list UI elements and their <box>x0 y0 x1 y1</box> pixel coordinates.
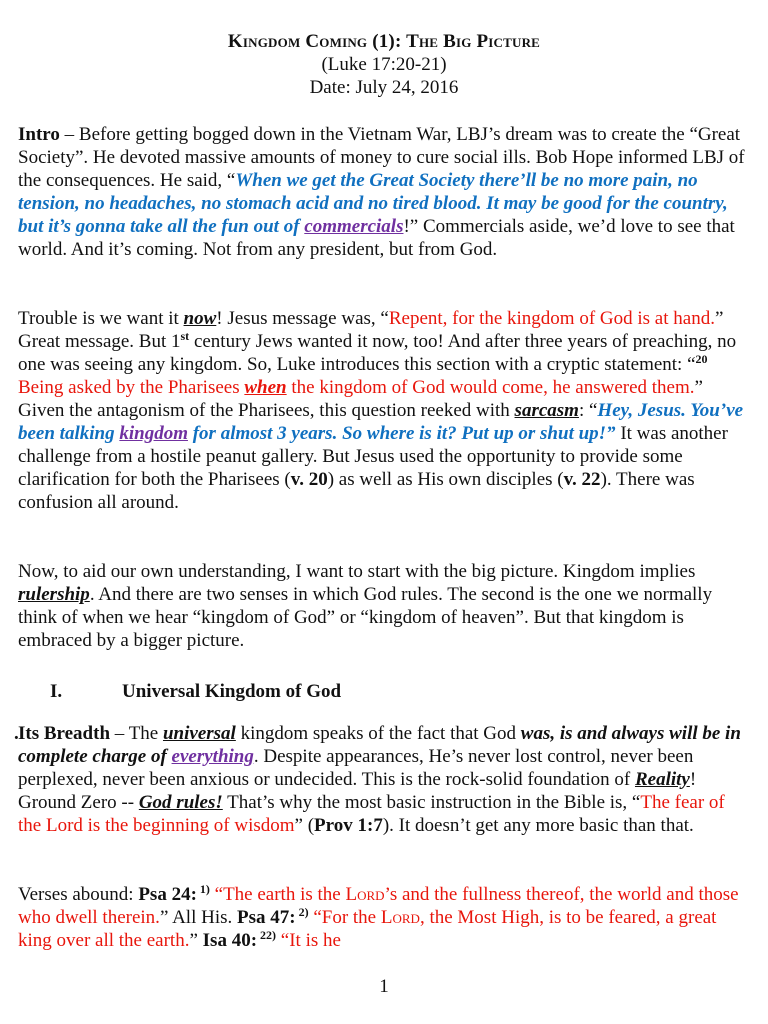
repent-quote: Repent, for the kingdom of God is at hand. <box>388 308 715 329</box>
breadth-paragraph: . Its Breadth – The universal kingdom speaks of the fact that God was, is and always will be in complete charge of everything. Despite appearances, He’s never lost control, never been perplexed, never been anxious or undecided. This is the rock-solid foundation of Reality! Ground Zero -- God rules! That’s why the most basic instruction in the Bible is, “The fear of the Lord is the beginning of wisdom” (Prov 1:7). It doesn’t get any more basic than that. <box>14 723 741 836</box>
emphasis-now: now <box>183 308 217 329</box>
kingdom-link[interactable]: kingdom <box>119 423 188 444</box>
intro-label: Intro <box>18 124 60 145</box>
section-number: I. <box>50 681 63 702</box>
sermon-date: Date: July 24, 2016 <box>309 77 459 98</box>
sermon-header <box>0 30 768 99</box>
breadth-label: Its Breadth <box>18 723 111 744</box>
section-heading <box>50 680 341 703</box>
pharisees-quote: Hey, Jesus. You’ve been talking <box>18 400 744 444</box>
proverbs-quote: The fear of the Lord is the beginning of wisdom <box>18 792 725 836</box>
verses-paragraph: Verses abound: Psa 24: $^{1)}$ “The earth is the Lord’s and the fullness thereof, the world and those who dwell therein.” All His. Psa 47: $^{2)}$ “For the Lord, the Most High, is to be feared, a great king over all the earth.” Isa 40: $^{22)}$ “It is he <box>18 882 739 951</box>
section-title: Universal Kingdom of God <box>122 681 342 702</box>
list-bullet: . <box>14 723 19 744</box>
emphasis-when: when <box>244 377 287 398</box>
bob-hope-quote: When we get the Great Society there’ll be no more pain, no tension, no headaches, no stomach acid and no tired blood. It may be good for the country, but it’s gonna take all the fun out of <box>18 170 728 237</box>
page-number: 1 <box>379 976 389 997</box>
intro-paragraph: Intro – Before getting bogged down in the Vietnam War, LBJ’s dream was to create the “Great Society”. He devoted massive amounts of money to cure social ills. Bob Hope informed LBJ of the consequences. He said, “When we get the Great Society there’ll be no more pain, no tension, no headaches, no stomach acid and no tired blood. It may be good for the country, but it’s gonna take all the fun out of commercials!” Commercials aside, we’d love to see that world. And it’s coming. Not from any president, but from God. <box>18 124 745 260</box>
sermon-title: Kingdom Coming (1): The Big Picture <box>227 31 541 52</box>
verse-number: 20 <box>695 352 708 366</box>
trouble-paragraph: Trouble is we want it now! Jesus message was, “Repent, for the kingdom of God is at hand.” Great message. But 1st century Jews wanted it now, too! And after three years of preaching, no one was seeing any kingdom. So, Luke introduces this section with a cryptic statement: “$^{20}$ Being asked by the Pharisees when the kingdom of God would come, he answered them.” Given the antagonism of the Pharisees, this question reeked with sarcasm: “Hey, Jesus. You’ve been talking kingdom for almost 3 years. So where is it? Put up or shut up!” It was another challenge from a hostile peanut gallery. But Jesus used the opportunity to provide some clarification for both the Pharisees (v. 20) as well as His own disciples (v. 22). There was confusion all around. <box>18 308 744 513</box>
emphasis-rulership: rulership <box>18 584 90 605</box>
big-picture-paragraph: Now, to aid our own understanding, I want to start with the big picture. Kingdom implies rulership. And there are two senses in which God rules. The second is the one we normally think of when we hear “kingdom of God” or “kingdom of heaven”. But that kingdom is embraced by a bigger picture. <box>18 561 713 651</box>
scripture-reference: (Luke 17:20-21) <box>321 54 447 75</box>
commercials-link[interactable]: commercials <box>304 216 404 237</box>
emphasis-sarcasm: sarcasm <box>514 400 579 421</box>
everything-link[interactable]: everything <box>171 746 254 767</box>
